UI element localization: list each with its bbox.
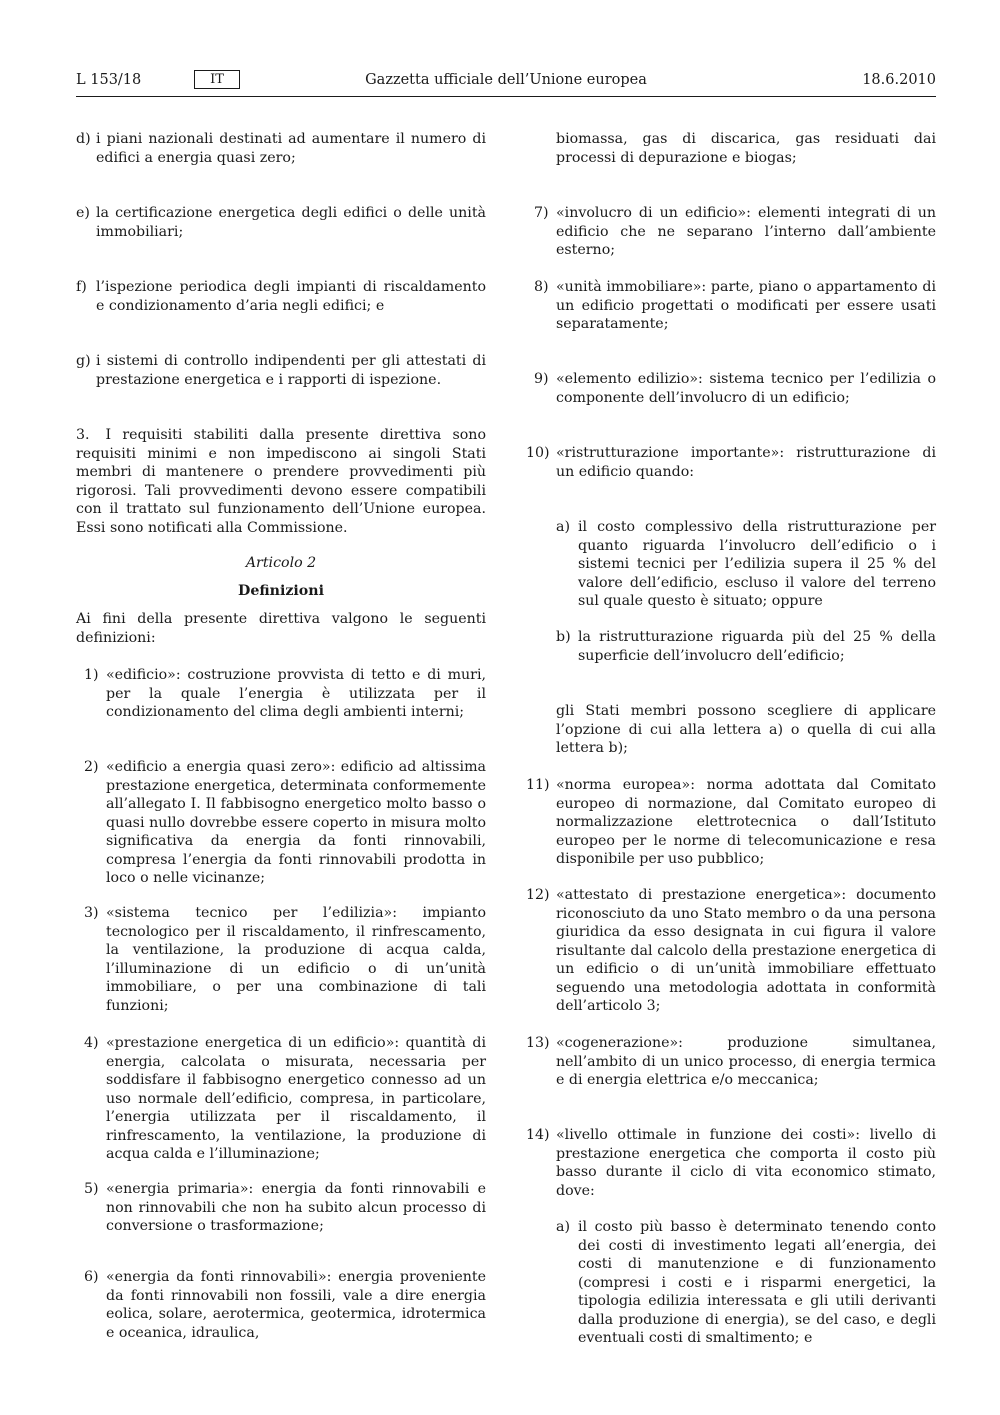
item-text: «involucro di un edificio»: elementi integrati di un edificio che ne separano l’interno dall’ambiente esterno;: [556, 205, 936, 258]
definition-5: [76, 1180, 486, 1236]
definition-11: [526, 776, 936, 869]
item-text: «unità immobiliare»: parte, piano o appartamento di un edificio progettati o modificati per essere usati separatamente;: [556, 279, 936, 332]
definition-10-tail: gli Stati membri possono scegliere di applicare l’opzione di cui alla lettera a) o quella di cui alla lettera b);: [556, 703, 936, 756]
item-text: il costo più basso è determinato tenendo conto dei costi di investimento legati all’energia, dei costi di manutenzione e di funzionamento (compresi i costi e i risparmi energetici, la tipologia edilizia interessata e gli utili derivanti dalla produzione di energia), se del caso, e degli eventuali costi di smaltimento; e: [578, 1219, 936, 1346]
definition-14: [526, 1126, 936, 1200]
item-label: e): [76, 205, 90, 221]
item-label: a): [556, 1219, 570, 1235]
item-text: il costo complessivo della ristrutturazione per quanto riguarda l’involucro dell’edificio o i sistemi tecnici per l’edilizia supera il 25 % del valore dell’edificio, escluso il valore del terreno sul quale questo è situato; oppure: [578, 519, 936, 609]
list-item-e: [76, 204, 486, 241]
item-text: «livello ottimale in funzione dei costi»: livello di prestazione energetica che comporta il costo più basso durante il ciclo di vita economico stimato, dove:: [556, 1127, 936, 1199]
item-text: l’ispezione periodica degli impianti di riscaldamento e condizionamento d’aria negli edifici; e: [96, 279, 486, 314]
item-text: «edificio»: costruzione provvista di tetto e di muri, per la quale l’energia è utilizzata per il condizionamento del clima degli ambienti interni;: [106, 667, 486, 720]
definition-10: [526, 444, 936, 481]
definition-10-a: [526, 518, 936, 611]
item-label: 1): [84, 667, 99, 683]
publication-date: 18.6.2010: [862, 72, 936, 88]
item-label: 9): [534, 371, 549, 387]
item-text: i sistemi di controllo indipendenti per gli attestati di prestazione energetica e i rapporti di ispezione.: [96, 353, 486, 388]
language-badge: IT: [194, 70, 240, 89]
item-label: 4): [84, 1035, 99, 1051]
definition-13: [526, 1034, 936, 1090]
article-number: Articolo 2: [245, 555, 317, 571]
definition-7: [526, 204, 936, 260]
definition-12: [526, 886, 936, 1016]
list-item-d: [76, 130, 486, 167]
definition-6: [76, 1268, 486, 1342]
item-label: 3): [84, 905, 99, 921]
header-rule: [76, 96, 936, 97]
list-item-f: [76, 278, 486, 315]
item-label: f): [76, 279, 87, 295]
definition-3: [76, 904, 486, 1015]
item-label: 11): [526, 777, 550, 793]
item-label: 12): [526, 887, 550, 903]
definition-9: [526, 370, 936, 407]
item-text: «attestato di prestazione energetica»: documento riconosciuto da uno Stato membro o da una persona giuridica da esso designata in cui figura il valore risultante dal calcolo della prestazione energetica di un edificio o di un’unità immobiliare effettuato seguendo una metodologia adottata in conformità dell’articolo 3;: [556, 887, 936, 1014]
item-text: «cogenerazione»: produzione simultanea, nell’ambito di un unico processo, di energia termica e di energia elettrica e/o meccanica;: [556, 1035, 936, 1088]
item-text: «elemento edilizio»: sistema tecnico per l’edilizia o componente dell’involucro di un edificio;: [556, 371, 936, 406]
item-label: 10): [526, 445, 550, 461]
item-label: 14): [526, 1127, 550, 1143]
definition-8: [526, 278, 936, 334]
paragraph-number: 3.: [76, 427, 90, 443]
definition-4: [76, 1034, 486, 1164]
item-label: d): [76, 131, 91, 147]
article-title: Definizioni: [238, 583, 324, 599]
definition-10-b: [526, 628, 936, 665]
definition-1: [76, 666, 486, 722]
item-text: «sistema tecnico per l’edilizia»: impianto tecnologico per il riscaldamento, il rinfrescamento, la ventilazione, la produzione di acqua calda, l’illuminazione di un edificio o di un’unità immobiliare, o per una combinazione di tali funzioni;: [106, 905, 486, 1014]
item-label: g): [76, 353, 91, 369]
page-header: [76, 68, 936, 92]
journal-title: Gazzetta ufficiale dell’Unione europea: [365, 72, 647, 88]
item-text: «norma europea»: norma adottata dal Comitato europeo di normazione, dal Comitato europeo di normalizzazione elettrotecnica o dall’Istituto europeo per le norme di telecomunicazione e resa disponibile per uso pubblico;: [556, 777, 936, 867]
definition-2: [76, 758, 486, 888]
paragraph-text: I requisiti stabiliti dalla presente direttiva sono requisiti minimi e non impediscono ai singoli Stati membri di mantenere o prendere provvedimenti più rigorosi. Tali provvedimenti devono essere compatibili con il trattato sul funzionamento dell’Unione europea. Essi sono notificati alla Commissione.: [76, 427, 486, 536]
item-text: «energia da fonti rinnovabili»: energia proveniente da fonti rinnovabili non fossili, vale a dire energia eolica, solare, aerotermica, geotermica, idrotermica e oceanica, idraulica,: [106, 1269, 486, 1341]
item-text: i piani nazionali destinati ad aumentare il numero di edifici a energia quasi zero;: [96, 131, 486, 166]
definition-6-continued: biomassa, gas di discarica, gas residuati dai processi di depurazione e biogas;: [556, 131, 936, 166]
paragraph-3: [76, 426, 486, 537]
definition-14-a: [526, 1218, 936, 1348]
item-text: «edificio a energia quasi zero»: edificio ad altissima prestazione energetica, determinata conformemente all’allegato I. Il fabbisogno energetico molto basso o quasi nullo dovrebbe essere coperto in misura molto significativa da energia da fonti rinnovabili, compresa l’energia da fonti rinnovabili prodotta in loco o nelle vicinanze;: [106, 759, 486, 886]
item-label: 5): [84, 1181, 99, 1197]
item-label: 7): [534, 205, 549, 221]
item-label: 6): [84, 1269, 99, 1285]
item-label: a): [556, 519, 570, 535]
item-label: 13): [526, 1035, 550, 1051]
list-item-g: [76, 352, 486, 389]
item-text: «ristrutturazione importante»: ristrutturazione di un edificio quando:: [556, 445, 936, 480]
item-text: «energia primaria»: energia da fonti rinnovabili e non rinnovabili che non ha subito alcun processo di conversione o trasformazione;: [106, 1181, 486, 1234]
item-text: «prestazione energetica di un edificio»: quantità di energia, calcolata o misurata, necessaria per soddisfare il fabbisogno energetico connesso ad un uso normale dell’edificio, compresa, in particolare, l’energia utilizzata per il riscaldamento, il rinfrescamento, la ventilazione, la produzione di acqua calda e l’illuminazione;: [106, 1035, 486, 1162]
page-reference: L 153/18: [76, 72, 142, 88]
item-label: 8): [534, 279, 549, 295]
item-label: 2): [84, 759, 99, 775]
item-label: b): [556, 629, 571, 645]
item-text: la certificazione energetica degli edifici o delle unità immobiliari;: [96, 205, 486, 240]
item-text: la ristrutturazione riguarda più del 25 % della superficie dell’involucro dell’edificio;: [578, 629, 936, 664]
definitions-intro: Ai fini della presente direttiva valgono le seguenti definizioni:: [76, 611, 486, 646]
